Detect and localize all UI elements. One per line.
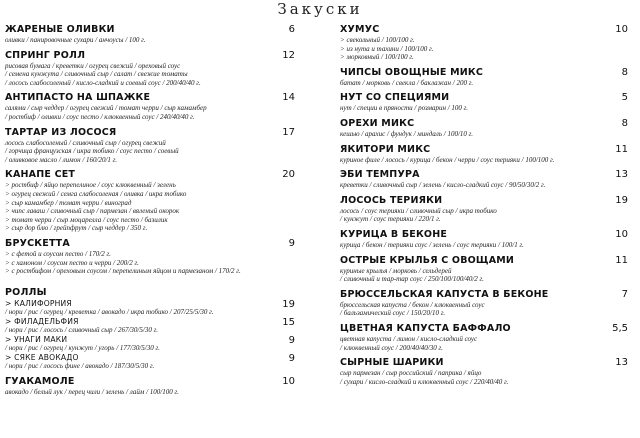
menu-item (5, 92, 295, 121)
item-price: 6 (288, 24, 295, 35)
item-description: / сухари / кисло-сладкий и клюквенный соус / 220/40/40 г. (340, 377, 509, 386)
item-price: 10 (615, 24, 628, 35)
roll-price: 19 (282, 298, 295, 310)
item-description: > с ростбифом / ореховым соусом / перепелиным яйцом и пармезаном / 170/2 г. (5, 267, 241, 276)
item-description: > сыр дор блю / грейпфрут / сыр чеддер / 350 г. (5, 224, 148, 233)
menu-item (5, 127, 295, 165)
item-description: салями / сыр чеддер / огурец свежий / томат черри / сыр камамбер (5, 104, 207, 113)
item-description: нут / специи в пряности / розмарин / 100 г. (340, 104, 469, 113)
roll-description: / нори / рис / лосось / сливочный сыр / 267/30/5/30 г. (5, 326, 158, 335)
item-name: ТАРТАР ИЗ ЛОСОСЯ (5, 126, 117, 138)
item-description: / ростбиф / оливки / соус песто / клюквенный соус / 240/40/40 г. (5, 112, 195, 121)
menu-item (340, 92, 628, 113)
menu-item (340, 255, 628, 284)
item-description: куриное филе / лосось / курица / бекон / черри / соус терияки / 100/100 г. (340, 155, 555, 164)
left-column (5, 24, 295, 402)
item-description: сыр пармезан / сыр российский / паприка / яйцо (340, 369, 482, 378)
item-description: / сливочный и тар-тар соус / 250/100/100/40/2 г. (340, 275, 484, 284)
item-price: 13 (615, 357, 628, 369)
item-name: СПРИНГ РОЛЛ (5, 49, 86, 61)
item-description: / оливковое масло / лимон / 160/20/1 г. (5, 155, 118, 164)
item-name: ОСТРЫЕ КРЫЛЬЯ С ОВОЩАМИ (340, 254, 515, 266)
item-name: АНТИПАСТО НА ШПАЖКЕ (5, 92, 151, 104)
roll-item (5, 335, 295, 353)
item-name: ЧИПСЫ ОВОЩНЫЕ МИКС (340, 66, 484, 78)
item-description: куриные крылья / морковь / сельдерей (340, 266, 452, 275)
item-description: рисовая бумага / креветки / огурец свежий / ореховый соус (5, 61, 181, 70)
roll-description: / нори / рис / огурец / креветка / авокадо / икра тобико / 207/25/5/30 г. (5, 308, 214, 317)
item-price: 19 (615, 194, 628, 206)
item-description: авокадо / белый лук / перец чили / зелень / лайм / 100/100 г. (5, 388, 179, 397)
item-description: кешью / арахис / фундук / миндаль / 100/10 г. (340, 129, 474, 138)
item-description: > томат черри / сыр моцарелла / соус песто / базилик (5, 215, 168, 224)
item-name: БРУСКЕТТА (5, 237, 70, 249)
menu-item (340, 118, 628, 139)
menu-item (340, 289, 628, 318)
rolls-section (5, 287, 295, 371)
item-price: 12 (282, 49, 295, 61)
item-description: / бальзамический соус / 150/20/10 г. (340, 309, 446, 318)
menu-item (340, 169, 628, 190)
roll-name: > УНАГИ МАКИ (5, 334, 68, 344)
page-title: Закуски (277, 0, 363, 18)
item-price: 20 (282, 169, 295, 181)
menu-item (5, 238, 295, 276)
item-price: 5 (621, 92, 628, 104)
item-description: > чипс лаваш / сливочный сыр / пармезан / вяленый окорок (5, 207, 180, 216)
menu-item (340, 144, 628, 165)
roll-name: > СЯКЕ АВОКАДО (5, 352, 79, 362)
section-name: РОЛЛЫ (5, 286, 47, 298)
item-description: / кунжут / соус терияки / 220/1 г. (340, 215, 441, 224)
item-description: / семена кунжута / сливочный сыр / салат / свежие томаты (5, 70, 188, 79)
roll-item (5, 353, 295, 371)
item-price: 8 (621, 66, 628, 78)
right-column (340, 24, 628, 391)
menu-item (340, 229, 628, 250)
item-description: > огурец свежий / семга слабосоленая / оливка / икра тобико (5, 189, 187, 198)
roll-price: 15 (282, 316, 295, 328)
roll-description: / нори / рис / лосось фине / авокадо / 187/30/5/30 г. (5, 362, 155, 371)
item-name: КУРИЦА В БЕКОНЕ (340, 228, 448, 240)
menu-item (340, 357, 628, 386)
item-description: / лосось слабосоленый / кисло-сладкий и соевый соус / 200/40/40 г. (5, 78, 201, 87)
item-price: 10 (282, 376, 295, 388)
item-price: 5,5 (612, 322, 628, 334)
item-description: / клюквенный соус / 200/40/40/30 г. (340, 343, 443, 352)
menu-item (5, 50, 295, 88)
item-description: > морковный / 100/100 г. (340, 53, 414, 62)
item-price: 13 (615, 169, 628, 181)
menu-item (5, 24, 295, 45)
item-name: ЭБИ ТЕМПУРА (340, 169, 420, 181)
menu-item (340, 24, 628, 62)
item-name: ХУМУС (340, 24, 380, 35)
item-name: ЛОСОСЬ ТЕРИЯКИ (340, 194, 443, 206)
roll-item (5, 299, 295, 317)
menu-item (340, 323, 628, 352)
item-description: > с фетой и соусом песто / 170/2 г. (5, 249, 111, 258)
item-name: ГУАКАМОЛЕ (5, 376, 75, 388)
item-name: ОРЕХИ МИКС (340, 117, 415, 129)
item-description: брюссельская капуста / бекон / клюквенный соус (340, 300, 485, 309)
item-price: 8 (621, 117, 628, 129)
item-description: / горчица французская / икра тобико / соус песто / соевый (5, 147, 179, 156)
item-price: 14 (282, 92, 295, 104)
item-description: > с хамоном / соусом песто и черри / 200/2 г. (5, 258, 139, 267)
roll-price: 9 (288, 334, 295, 346)
roll-name: > КАЛИФОРНИЯ (5, 298, 72, 308)
item-price: 11 (615, 254, 628, 266)
item-description: креветки / сливочный сыр / зелень / кисло-сладкий соус / 90/50/30/2 г. (340, 181, 546, 190)
menu-item (5, 169, 295, 233)
item-name: СЫРНЫЕ ШАРИКИ (340, 357, 444, 369)
item-price: 9 (288, 237, 295, 249)
item-price: 7 (621, 288, 628, 300)
menu-item (340, 67, 628, 88)
item-description: курица / бекон / терияки соус / зелень / соус терияки / 100/1 г. (340, 240, 524, 249)
menu-item (5, 376, 295, 397)
item-price: 17 (282, 126, 295, 138)
roll-description: / нори / рис / огурец / кунжут / угорь / 177/30/5/30 г. (5, 344, 160, 353)
item-description: лосось слабосоленый / сливочный сыр / огурец свежий (5, 138, 166, 147)
item-name: ЦВЕТНАЯ КАПУСТА БАФФАЛО (340, 322, 511, 334)
item-description: цветная капуста / лимон / кисло-сладкий соус (340, 334, 478, 343)
item-description: батат / морковь / свекла / баклажан / 200 г. (340, 78, 474, 87)
item-name: ЯКИТОРИ МИКС (340, 143, 431, 155)
roll-name: > ФИЛАДЕЛЬФИЯ (5, 316, 79, 326)
item-price: 10 (615, 228, 628, 240)
item-name: КАНАПЕ СЕТ (5, 169, 76, 181)
item-name: НУТ СО СПЕЦИЯМИ (340, 92, 450, 104)
item-description: оливки / панировочные сухари / анчоусы / 100 г. (5, 36, 146, 44)
menu-item (340, 195, 628, 224)
item-name: ЖАРЕНЫЕ ОЛИВКИ (5, 24, 115, 35)
item-description: > свекольный / 100/100 г. (340, 36, 415, 44)
item-description: > ростбиф / яйцо перепелиное / соус клюквенный / зелень (5, 181, 176, 190)
roll-price: 9 (288, 352, 295, 364)
roll-item (5, 317, 295, 335)
item-description: лосось / соус терияки / сливочный сыр / икра тобико (340, 206, 497, 215)
item-description: > из нута и тахини / 100/100 г. (340, 44, 434, 53)
item-price: 11 (615, 143, 628, 155)
item-name: БРЮССЕЛЬСКАЯ КАПУСТА В БЕКОНЕ (340, 288, 549, 300)
item-description: > сыр камамбер / томат черри / виноград (5, 198, 132, 207)
